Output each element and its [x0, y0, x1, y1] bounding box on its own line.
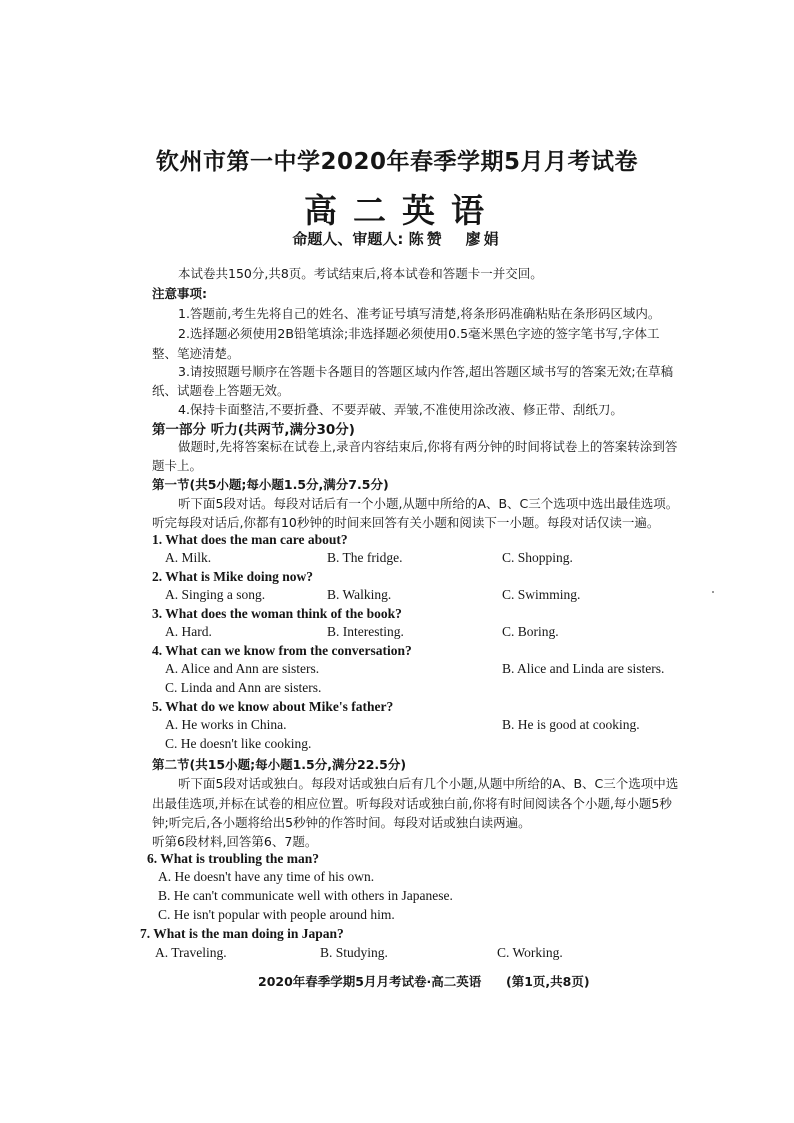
- option-a: A. He doesn't have any time of his own.: [158, 869, 375, 884]
- author-name-1: 陈赞: [408, 230, 445, 248]
- question-stem: 2. What is Mike doing now?: [152, 569, 314, 584]
- subject-title: 高二英语: [304, 191, 500, 230]
- option-b: B. Alice and Linda are sisters.: [502, 661, 665, 676]
- material-instruction: 听第6段材料,回答第6、7题。: [152, 834, 318, 849]
- notice-item: 整、笔迹清楚。: [152, 346, 240, 361]
- part1-heading: 第一部分 听力(共两节,满分30分): [152, 422, 355, 438]
- section1-heading: 第一节(共5小题;每小题1.5分,满分7.5分): [152, 477, 389, 492]
- author-name-2: 廖娟: [465, 230, 502, 248]
- section1-instruction: 听下面5段对话。每段对话后有一个小题,从题中所给的A、B、C三个选项中选出最佳选项。: [178, 496, 679, 511]
- question-stem: 4. What can we know from the conversation?: [152, 643, 412, 658]
- notice-item: 2.选择题必须使用2B铅笔填涂;非选择题必须使用0.5毫米黑色字迹的签字笔书写,字体工: [178, 326, 660, 341]
- option-b: B. Interesting.: [327, 624, 404, 639]
- option-a: A. Alice and Ann are sisters.: [165, 661, 320, 676]
- section2-instruction: 听下面5段对话或独白。每段对话或独白后有几个小题,从题中所给的A、B、C三个选项中选: [178, 776, 679, 791]
- option-c: C. Swimming.: [502, 587, 581, 602]
- question-stem: 5. What do we know about Mike's father?: [152, 699, 394, 714]
- option-c: C. He doesn't like cooking.: [165, 736, 312, 751]
- option-a: A. Traveling.: [155, 945, 227, 960]
- option-c: C. Working.: [497, 945, 563, 960]
- authors-label: 命题人、审题人:: [292, 230, 404, 248]
- section2-instruction: 钟;听完后,各小题将给出5秒钟的作答时间。每段对话或独白读两遍。: [152, 815, 531, 830]
- option-c: C. Boring.: [502, 624, 559, 639]
- section1-instruction: 听完每段对话后,你都有10秒钟的时间来回答有关小题和阅读下一小题。每段对话仅读一遍。: [152, 515, 660, 530]
- notice-heading: 注意事项:: [152, 286, 207, 301]
- notice-item: 纸、试题卷上答题无效。: [152, 383, 290, 398]
- option-a: A. Milk.: [165, 550, 212, 565]
- question-stem: 7. What is the man doing in Japan?: [140, 926, 344, 941]
- notice-item: 4.保持卡面整洁,不要折叠、不要弄破、弄皱,不准使用涂改液、修正带、刮纸刀。: [178, 402, 623, 417]
- section2-instruction: 出最佳选项,并标在试卷的相应位置。听每段对话或独白前,你将有时间阅读各个小题,每小题5秒: [152, 796, 672, 811]
- footer-title: 2020年春季学期5月月考试卷·高二英语: [258, 974, 482, 989]
- option-b: B. Studying.: [320, 945, 388, 960]
- option-b: B. Walking.: [327, 587, 392, 602]
- option-b: B. He is good at cooking.: [502, 717, 640, 732]
- option-a: A. He works in China.: [165, 717, 287, 732]
- part1-instruction: 题卡上。: [152, 458, 203, 473]
- notice-item: 1.答题前,考生先将自己的姓名、准考证号填写清楚,将条形码准确粘贴在条形码区域内。: [178, 306, 661, 321]
- option-c: C. Shopping.: [502, 550, 573, 565]
- option-c: C. Linda and Ann are sisters.: [165, 680, 322, 695]
- question-stem: 3. What does the woman think of the book?: [152, 606, 402, 621]
- part1-instruction: 做题时,先将答案标在试卷上,录音内容结束后,你将有两分钟的时间将试卷上的答案转涂到答: [178, 439, 678, 454]
- option-c: C. He isn't popular with people around him.: [158, 907, 395, 922]
- notice-item: 3.请按照题号顺序在答题卡各题目的答题区域内作答,超出答题区域书写的答案无效;在草稿: [178, 364, 674, 379]
- intro-text: 本试卷共150分,共8页。考试结束后,将本试卷和答题卡一并交回。: [178, 266, 543, 281]
- question-stem: 6. What is troubling the man?: [147, 851, 320, 866]
- exam-title: 钦州市第一中学2020年春季学期5月月考试卷: [155, 149, 639, 175]
- option-a: A. Singing a song.: [165, 587, 266, 602]
- page-number: (第1页,共8页): [506, 974, 590, 989]
- option-b: B. He can't communicate well with others in Japanese.: [158, 888, 453, 903]
- authors-line: [0, 228, 794, 249]
- section2-heading: 第二节(共15小题;每小题1.5分,满分22.5分): [152, 757, 407, 772]
- question-stem: 1. What does the man care about?: [152, 532, 348, 547]
- option-b: B. The fridge.: [327, 550, 403, 565]
- scan-speck: [712, 591, 714, 593]
- option-a: A. Hard.: [165, 624, 212, 639]
